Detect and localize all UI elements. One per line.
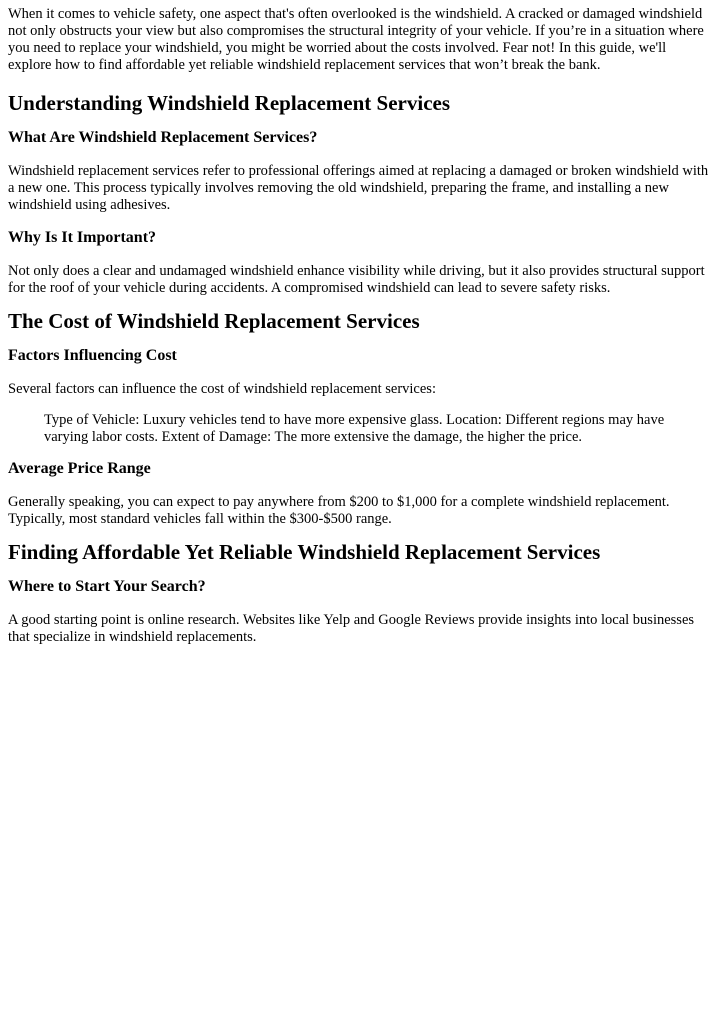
intro-paragraph: When it comes to vehicle safety, one aspect that's often overlooked is the windshield. A cracked or damaged windshield not only obstructs your view but also compromises the structural integrity of your vehicle. If you’re in a situation where you need to replace your windshield, you might be worried about the costs involved. Fear not! In this guide, we'll explore how to find affordable yet reliable windshield replacement services that won’t break the bank. xyxy=(8,6,704,73)
subheading-where-to-start: Where to Start Your Search? xyxy=(8,578,206,595)
subheading-average-price: Average Price Range xyxy=(8,460,151,477)
section-heading-cost: The Cost of Windshield Replacement Services xyxy=(8,309,420,333)
subheading-factors: Factors Influencing Cost xyxy=(8,347,177,364)
paragraph-why-important: Not only does a clear and undamaged windshield enhance visibility while driving, but it also provides structural support for the roof of your vehicle during accidents. A compromised windshield can lead to severe safety risks. xyxy=(8,263,705,296)
factors-list: Type of Vehicle: Luxury vehicles tend to have more expensive glass. Location: Different regions may have varying labor costs. Extent of Damage: The more extensive the damage, the higher the price. xyxy=(44,412,665,445)
subheading-why-important: Why Is It Important? xyxy=(8,229,157,246)
paragraph-where-to-start: A good starting point is online research. Websites like Yelp and Google Reviews provide insights into local businesses that specialize in windshield replacements. xyxy=(8,612,695,645)
section-heading-finding: Finding Affordable Yet Reliable Windshield Replacement Services xyxy=(8,540,601,564)
paragraph-average-price: Generally speaking, you can expect to pay anywhere from $200 to $1,000 for a complete windshield replacement. Typically, most standard vehicles fall within the $300-$500 range. xyxy=(8,494,670,527)
paragraph-what-are: Windshield replacement services refer to professional offerings aimed at replacing a damaged or broken windshield with a new one. This process typically involves removing the old windshield, preparing the frame, and installing a new windshield using adhesives. xyxy=(8,163,709,213)
subheading-what-are: What Are Windshield Replacement Services? xyxy=(8,129,318,146)
section-heading-understanding: Understanding Windshield Replacement Services xyxy=(8,91,451,115)
paragraph-factors: Several factors can influence the cost of windshield replacement services: xyxy=(8,381,436,397)
